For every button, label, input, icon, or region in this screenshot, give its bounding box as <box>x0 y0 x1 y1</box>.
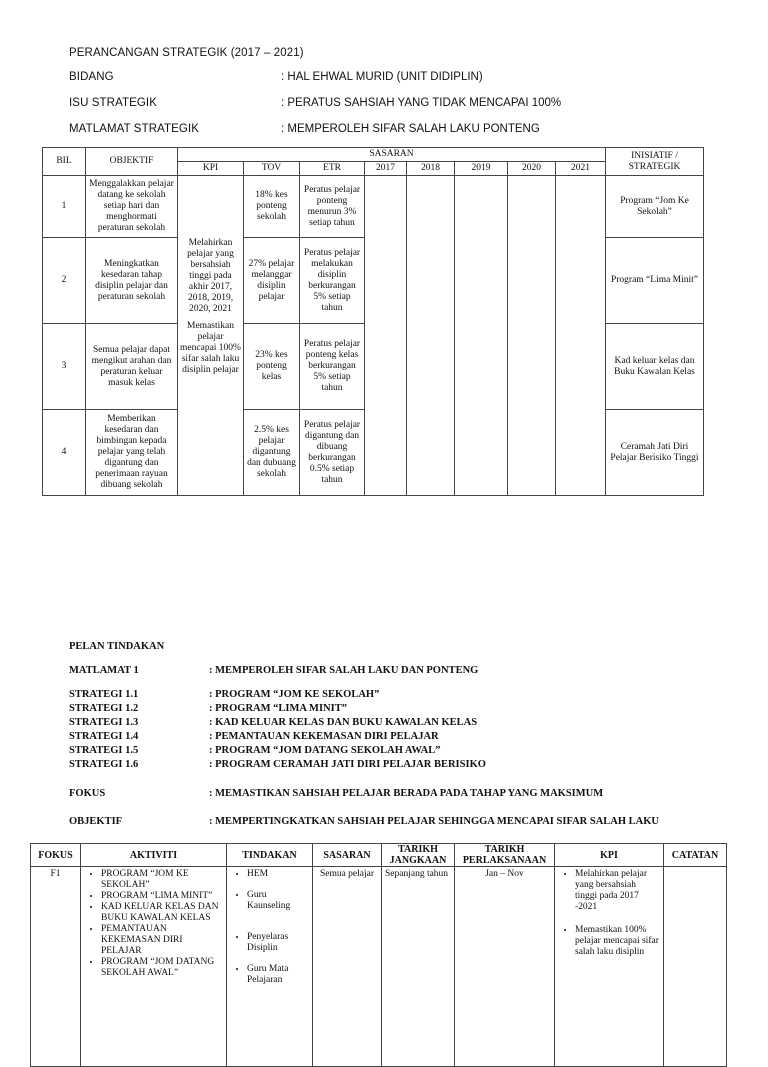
row3-etr: Peratus pelajar ponteng kelas berkurangan 5% setiap tahun <box>300 324 365 410</box>
objektif-label: OBJEKTIF <box>69 816 123 827</box>
year-2018-cell <box>407 176 455 496</box>
header-tindakan: TINDAKAN <box>227 844 313 867</box>
strategic-plan-table <box>42 147 704 496</box>
tindakan-item: • HEM <box>247 869 309 880</box>
row3-inisiatif: Kad keluar kelas dan Buku Kawalan Kelas <box>606 324 704 410</box>
matlamat-label: MATLAMAT STRATEGIK <box>69 123 200 135</box>
fokus-value: : MEMASTIKAN SAHSIAH PELAJAR BERADA PADA TAHAP YANG MAKSIMUM <box>209 788 604 799</box>
year-2020-cell <box>508 176 556 496</box>
row4-bil: 4 <box>43 410 86 496</box>
strategi-1-value: : PROGRAM “JOM KE SEKOLAH” <box>209 689 380 700</box>
kpi-b: Memastikan pelajar mencapai 100% sifar salah laku disiplin pelajar <box>180 321 241 375</box>
header-kpi: KPI <box>555 844 664 867</box>
row2-etr: Peratus pelajar melakukan disiplin berkurangan 5% setiap tahun <box>300 238 365 324</box>
strategi-4-label: STRATEGI 1.4 <box>69 731 139 742</box>
row1-etr: Peratus pelajar ponteng menurun 3% setiap tahun <box>300 176 365 238</box>
row2-tov: 27% pelajar melanggar disiplin pelajar <box>244 238 300 324</box>
row2-objektif: Meningkatkan kesedaran tahap disiplin pelajar dan peraturan sekolah <box>86 238 178 324</box>
year-2017-cell <box>365 176 407 496</box>
header-inisiatif: INISIATIF / STRATEGIK <box>606 148 704 176</box>
aktiviti-item: • PROGRAM “JOM KE SEKOLAH” <box>101 869 223 891</box>
strategi-6-value: : PROGRAM CERAMAH JATI DIRI PELAJAR BERISIKO <box>209 759 486 770</box>
row4-etr: Peratus pelajar digantung dan dibuang berkurangan 0.5% setiap tahun <box>300 410 365 496</box>
header-2019: 2019 <box>455 162 508 176</box>
bidang-label: BIDANG <box>69 71 114 83</box>
header-2021: 2021 <box>556 162 606 176</box>
header-tarikh-perlaksanaan: TARIKH PERLAKSANAAN <box>455 844 555 867</box>
aktiviti-item: • KAD KELUAR KELAS DAN BUKU KAWALAN KELAS <box>101 902 223 924</box>
header-aktiviti: AKTIVITI <box>81 844 227 867</box>
isu-value: : PERATUS SAHSIAH YANG TIDAK MENCAPAI 100% <box>281 97 562 109</box>
header-objektif: OBJEKTIF <box>86 148 178 176</box>
catatan-cell <box>664 867 727 1067</box>
strategi-3-value: : KAD KELUAR KELAS DAN BUKU KAWALAN KELAS <box>209 717 478 728</box>
matlamat-value: : MEMPEROLEH SIFAR SALAH LAKU PONTENG <box>281 123 540 135</box>
matlamat1-value: : MEMPEROLEH SIFAR SALAH LAKU DAN PONTENG <box>209 665 479 676</box>
header-2017: 2017 <box>365 162 407 176</box>
row1-tov: 18% kes ponteng sekolah <box>244 176 300 238</box>
strategi-2-label: STRATEGI 1.2 <box>69 703 139 714</box>
strategi-4-value: : PEMANTAUAN KEKEMASAN DIRI PELAJAR <box>209 731 439 742</box>
strategi-3-label: STRATEGI 1.3 <box>69 717 139 728</box>
header-2018: 2018 <box>407 162 455 176</box>
year-2021-cell <box>556 176 606 496</box>
fokus-label: FOKUS <box>69 788 106 799</box>
fokus-cell: F1 <box>31 867 81 1067</box>
strategi-6-label: STRATEGI 1.6 <box>69 759 139 770</box>
kpi-item: • Melahirkan pelajar yang bersahsiah tinggi pada 2017 -2021 <box>575 869 660 913</box>
aktiviti-item: • PEMANTAUAN KEKEMASAN DIRI PELAJAR <box>101 924 223 957</box>
objektif-value: : MEMPERTINGKATKAN SAHSIAH PELAJAR SEHINGGA MENCAPAI SIFAR SALAH LAKU <box>209 816 660 827</box>
strategi-2-value: : PROGRAM “LIMA MINIT” <box>209 703 347 714</box>
strategi-5-value: : PROGRAM “JOM DATANG SEKOLAH AWAL” <box>209 745 441 756</box>
header-kpi: KPI <box>178 162 244 176</box>
tindakan-item: • Penyelaras Disiplin <box>247 932 309 954</box>
pelan-title: PELAN TINDAKAN <box>69 641 165 652</box>
header-sasaran: SASARAN <box>178 148 606 162</box>
kpi-a: Melahirkan pelajar yang bersahsiah tinggi pada akhir 2017, 2018, 2019, 2020, 2021 <box>187 238 234 314</box>
row4-objektif: Memberikan kesedaran dan bimbingan kepada pelajar yang telah digantung dan penerimaan rayuan dibuang sekolah <box>86 410 178 496</box>
header-etr: ETR <box>300 162 365 176</box>
tindakan-item: • Guru Kaunseling <box>247 890 309 912</box>
matlamat1-label: MATLAMAT 1 <box>69 665 139 676</box>
strategi-5-label: STRATEGI 1.5 <box>69 745 139 756</box>
tarikh-perlaksanaan-cell: Jan – Nov <box>455 867 555 1067</box>
row3-objektif: Semua pelajar dapat mengikut arahan dan peraturan keluar masuk kelas <box>86 324 178 410</box>
sasaran-cell: Semua pelajar <box>313 867 382 1067</box>
header-tarikh-jangkaan: TARIKH JANGKAAN <box>382 844 455 867</box>
strategi-1-label: STRATEGI 1.1 <box>69 689 139 700</box>
header-sasaran: SASARAN <box>313 844 382 867</box>
row2-inisiatif: Program “Lima Minit” <box>606 238 704 324</box>
header-2020: 2020 <box>508 162 556 176</box>
header-tov: TOV <box>244 162 300 176</box>
action-plan-table <box>30 843 727 1067</box>
year-2019-cell <box>455 176 508 496</box>
aktiviti-cell <box>81 867 227 1067</box>
aktiviti-item: • PROGRAM “JOM DATANG SEKOLAH AWAL” <box>101 957 223 979</box>
header-fokus: FOKUS <box>31 844 81 867</box>
row1-objektif: Menggalakkan pelajar datang ke sekolah setiap hari dan menghormati peraturan sekolah <box>86 176 178 238</box>
kpi-cell <box>178 176 244 496</box>
row2-bil: 2 <box>43 238 86 324</box>
document-title: PERANCANGAN STRATEGIK (2017 – 2021) <box>69 47 304 59</box>
isu-label: ISU STRATEGIK <box>69 97 157 109</box>
header-bil: BIL <box>43 148 86 176</box>
row4-tov: 2.5% kes pelajar digantung dan dubuang sekolah <box>244 410 300 496</box>
row4-inisiatif: Ceramah Jati Diri Pelajar Berisiko Tinggi <box>606 410 704 496</box>
tarikh-jangkaan-cell: Sepanjang tahun <box>382 867 455 1067</box>
row1-bil: 1 <box>43 176 86 238</box>
bidang-value: : HAL EHWAL MURID (UNIT DIDIPLIN) <box>281 71 483 83</box>
tindakan-cell <box>227 867 313 1067</box>
row3-bil: 3 <box>43 324 86 410</box>
kpi-item: • Memastikan 100% pelajar mencapai sifar salah laku disiplin <box>575 925 660 958</box>
row3-tov: 23% kes ponteng kelas <box>244 324 300 410</box>
kpi-cell <box>555 867 664 1067</box>
row1-inisiatif: Program “Jom Ke Sekolah” <box>606 176 704 238</box>
aktiviti-item: • PROGRAM “LIMA MINIT” <box>101 891 223 902</box>
tindakan-item: • Guru Mata Pelajaran <box>247 964 309 986</box>
header-catatan: CATATAN <box>664 844 727 867</box>
